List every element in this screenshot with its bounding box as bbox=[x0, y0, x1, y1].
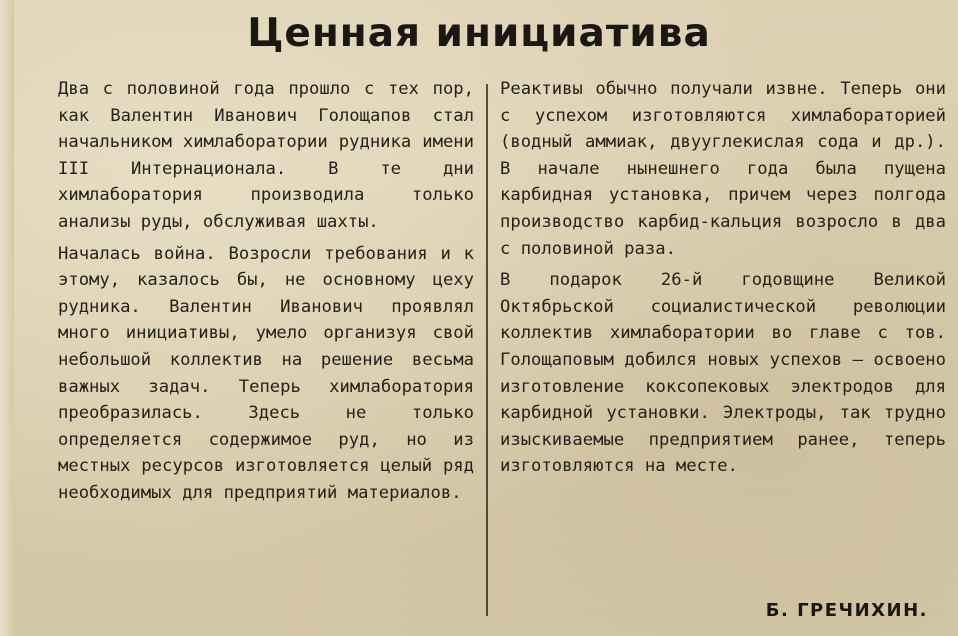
right-paragraph-2: В подарок 26-й годовщине Великой Октябрьской социалистической революции коллектив химлаборатории во главе с тов. Голощаповым добился новых успехов — освоено изготовление коксопековых электродов для карбидной установки. Электроды, так трудно изыскиваемые предприятием ранее, теперь изготовляются на месте. bbox=[500, 270, 946, 477]
left-column bbox=[58, 76, 474, 507]
article-headline: Ценная инициатива bbox=[247, 11, 711, 56]
left-paragraph-1: Два с половиной года прошло с тех пор, как Валентин Иванович Голощапов стал начальником химлаборатории рудника имени III Интернационала. В те дни химлаборатория производила только анализы руды, обслуживая шахты. bbox=[58, 79, 474, 232]
right-paragraph-1: Реактивы обычно получали извне. Теперь они с успехом изготовляются химлабораторией (водный аммиак, двууглекислая сода и др.). В начале нынешнего года была пущена карбидная установка, причем через полгода производство карбид-кальция возросло в два с половиной раза. bbox=[500, 79, 946, 259]
column-divider bbox=[486, 84, 488, 616]
left-paragraph-2: Началась война. Возросли требования и к этому, казалось бы, не основному цеху рудника. Валентин Иванович проявлял много инициативы, умело организуя свой небольшой коллектив на решение весьма важных задач. Теперь химлаборатория преобразилась. Здесь не только определяется содержимое руд, но из местных ресурсов изготовляется целый ряд необходимых для предприятий материалов. bbox=[58, 243, 474, 503]
author-signature: Б. ГРЕЧИХИН. bbox=[765, 600, 928, 621]
right-column bbox=[500, 76, 946, 480]
paper-edge bbox=[0, 0, 14, 636]
